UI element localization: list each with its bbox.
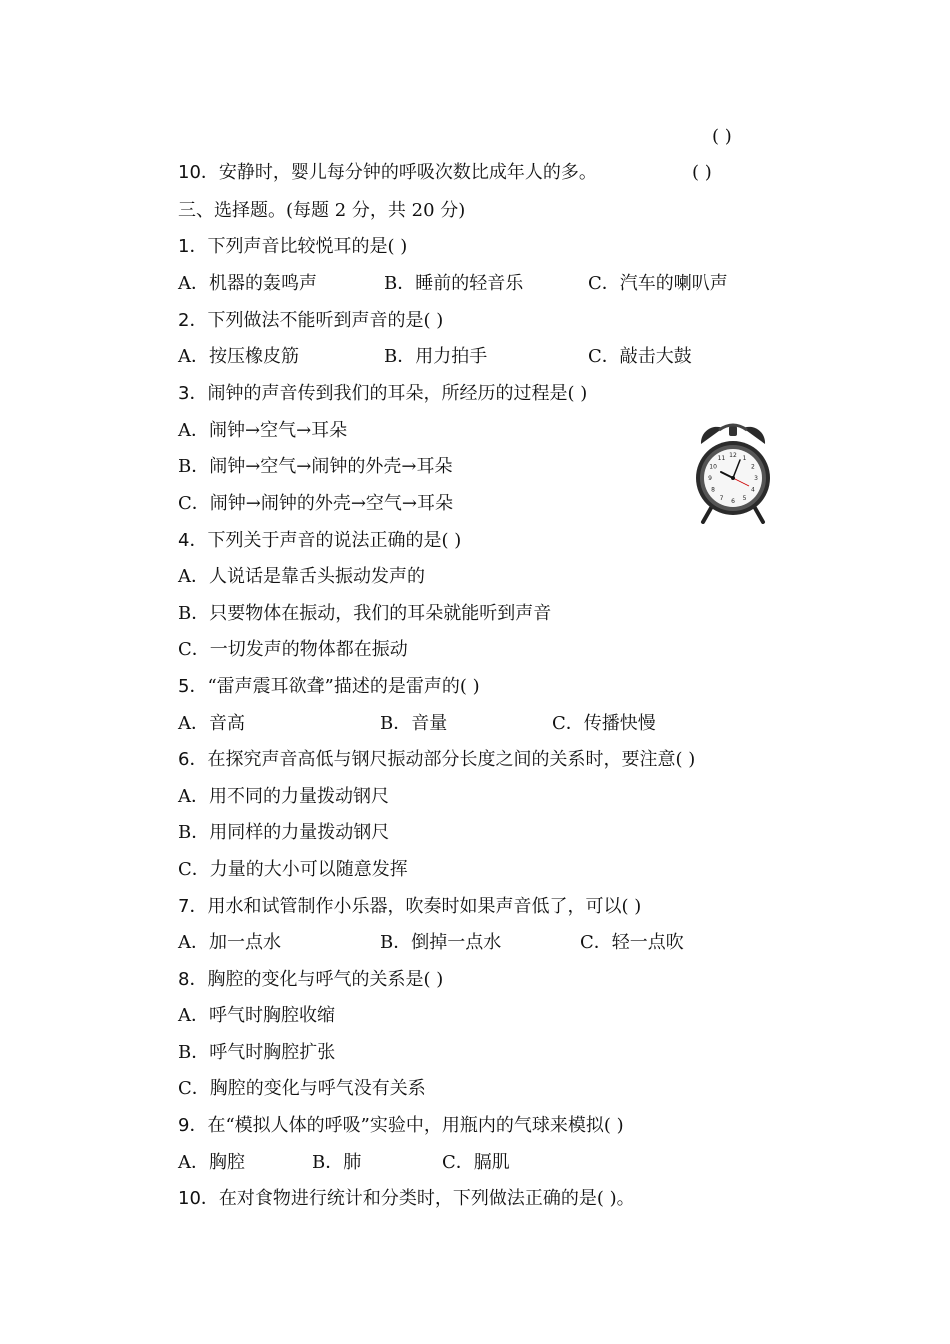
q7-option-b[interactable]: B．倒掉一点水 bbox=[380, 932, 502, 953]
q5-option-b[interactable]: B．音量 bbox=[380, 713, 448, 734]
question-number: 4 bbox=[178, 530, 190, 551]
question-number: 6 bbox=[178, 749, 190, 770]
question-number: 1 bbox=[178, 236, 190, 257]
question-text: ．在探究声音高低与钢尺振动部分长度之间的关系时，要注意( ) bbox=[189, 749, 696, 770]
question-text: ．安静时，婴儿每分钟的呼吸次数比成年人的多。 bbox=[200, 162, 597, 183]
q4-option-b[interactable]: B．只要物体在振动，我们的耳朵就能听到声音 bbox=[178, 603, 552, 624]
answer-paren-q9: ( ) bbox=[712, 126, 732, 147]
clock-number: 5 bbox=[742, 494, 747, 502]
clock-number: 1 bbox=[742, 455, 747, 463]
q8-option-b[interactable]: B．呼气时胸腔扩张 bbox=[178, 1042, 336, 1063]
question-text: ．“雷声震耳欲聋”描述的是雷声的( ) bbox=[189, 676, 480, 697]
alarm-clock-icon bbox=[693, 422, 773, 524]
q3-option-a[interactable]: A．闹钟→空气→耳朵 bbox=[178, 420, 348, 441]
q3-option-b[interactable]: B．闹钟→空气→闹钟的外壳→耳朵 bbox=[178, 456, 453, 477]
question-text: ．在“模拟人体的呼吸”实验中，用瓶内的气球来模拟( ) bbox=[189, 1115, 624, 1136]
question-number: 3 bbox=[178, 383, 190, 404]
clock-number: 7 bbox=[719, 494, 724, 502]
question-number: 9 bbox=[178, 1115, 190, 1136]
question-text: ．下列做法不能听到声音的是( ) bbox=[189, 310, 444, 331]
q1-option-b[interactable]: B．睡前的轻音乐 bbox=[384, 273, 524, 294]
question-text: ．闹钟的声音传到我们的耳朵，所经历的过程是( ) bbox=[189, 383, 588, 404]
q9-option-a[interactable]: A．胸腔 bbox=[178, 1152, 245, 1173]
question-7-stem bbox=[178, 896, 641, 918]
question-text: ．在对食物进行统计和分类时，下列做法正确的是( )。 bbox=[200, 1188, 635, 1209]
clock-number: 12 bbox=[729, 452, 737, 459]
q6-option-b[interactable]: B．用同样的力量拨动钢尺 bbox=[178, 822, 390, 843]
question-number: 8 bbox=[178, 969, 190, 990]
question-text: ．胸腔的变化与呼气的关系是( ) bbox=[189, 969, 444, 990]
clock-number: 9 bbox=[708, 475, 712, 482]
q2-option-a[interactable]: A．按压橡皮筋 bbox=[178, 346, 299, 367]
clock-number: 11 bbox=[717, 455, 726, 463]
question-text: ．用水和试管制作小乐器，吹奏时如果声音低了，可以( ) bbox=[189, 896, 642, 917]
question-9-stem bbox=[178, 1115, 624, 1137]
q2-option-c[interactable]: C．敲击大鼓 bbox=[588, 346, 692, 367]
question-5-stem bbox=[178, 676, 480, 698]
q5-option-c[interactable]: C．传播快慢 bbox=[552, 713, 656, 734]
question-number: 5 bbox=[178, 676, 190, 697]
q4-option-c[interactable]: C．一切发声的物体都在振动 bbox=[178, 639, 408, 660]
q9-option-c[interactable]: C．膈肌 bbox=[442, 1152, 510, 1173]
q9-option-b[interactable]: B．肺 bbox=[312, 1152, 362, 1173]
question-text: ．下列声音比较悦耳的是( ) bbox=[189, 236, 408, 257]
clock-number: 2 bbox=[750, 463, 755, 471]
q7-option-c[interactable]: C．轻一点吹 bbox=[580, 932, 684, 953]
question-8-stem bbox=[178, 969, 443, 991]
question-6-stem bbox=[178, 749, 695, 771]
clock-number: 6 bbox=[731, 498, 735, 505]
question-2-stem bbox=[178, 310, 443, 332]
q3-option-c[interactable]: C．闹钟→闹钟的外壳→空气→耳朵 bbox=[178, 493, 454, 514]
question-1-stem bbox=[178, 236, 407, 258]
question-number: 2 bbox=[178, 310, 190, 331]
q2-option-b[interactable]: B．用力拍手 bbox=[384, 346, 488, 367]
tf-question-10 bbox=[178, 162, 597, 184]
q7-option-a[interactable]: A．加一点水 bbox=[178, 932, 281, 953]
q5-option-a[interactable]: A．音高 bbox=[178, 713, 245, 734]
q6-option-c[interactable]: C．力量的大小可以随意发挥 bbox=[178, 859, 408, 880]
q8-option-a[interactable]: A．呼气时胸腔收缩 bbox=[178, 1005, 335, 1026]
question-3-stem bbox=[178, 383, 587, 405]
q1-option-a[interactable]: A．机器的轰鸣声 bbox=[178, 273, 317, 294]
q1-option-c[interactable]: C．汽车的喇叭声 bbox=[588, 273, 728, 294]
q4-option-a[interactable]: A．人说话是靠舌头振动发声的 bbox=[178, 566, 425, 587]
q6-option-a[interactable]: A．用不同的力量拨动钢尺 bbox=[178, 786, 389, 807]
question-text: ．下列关于声音的说法正确的是( ) bbox=[189, 530, 462, 551]
clock-number: 10 bbox=[709, 463, 717, 471]
clock-number: 4 bbox=[750, 486, 755, 494]
question-number: 10 bbox=[178, 162, 201, 183]
section-heading: 三、选择题。(每题 2 分，共 20 分) bbox=[178, 200, 466, 221]
question-10-stem bbox=[178, 1188, 635, 1210]
q8-option-c[interactable]: C．胸腔的变化与呼气没有关系 bbox=[178, 1078, 426, 1099]
clock-number: 3 bbox=[754, 475, 758, 482]
question-number: 7 bbox=[178, 896, 190, 917]
question-number: 10 bbox=[178, 1188, 201, 1209]
question-4-stem bbox=[178, 530, 461, 552]
answer-paren-tf10: ( ) bbox=[692, 162, 712, 183]
clock-number: 8 bbox=[711, 486, 716, 494]
